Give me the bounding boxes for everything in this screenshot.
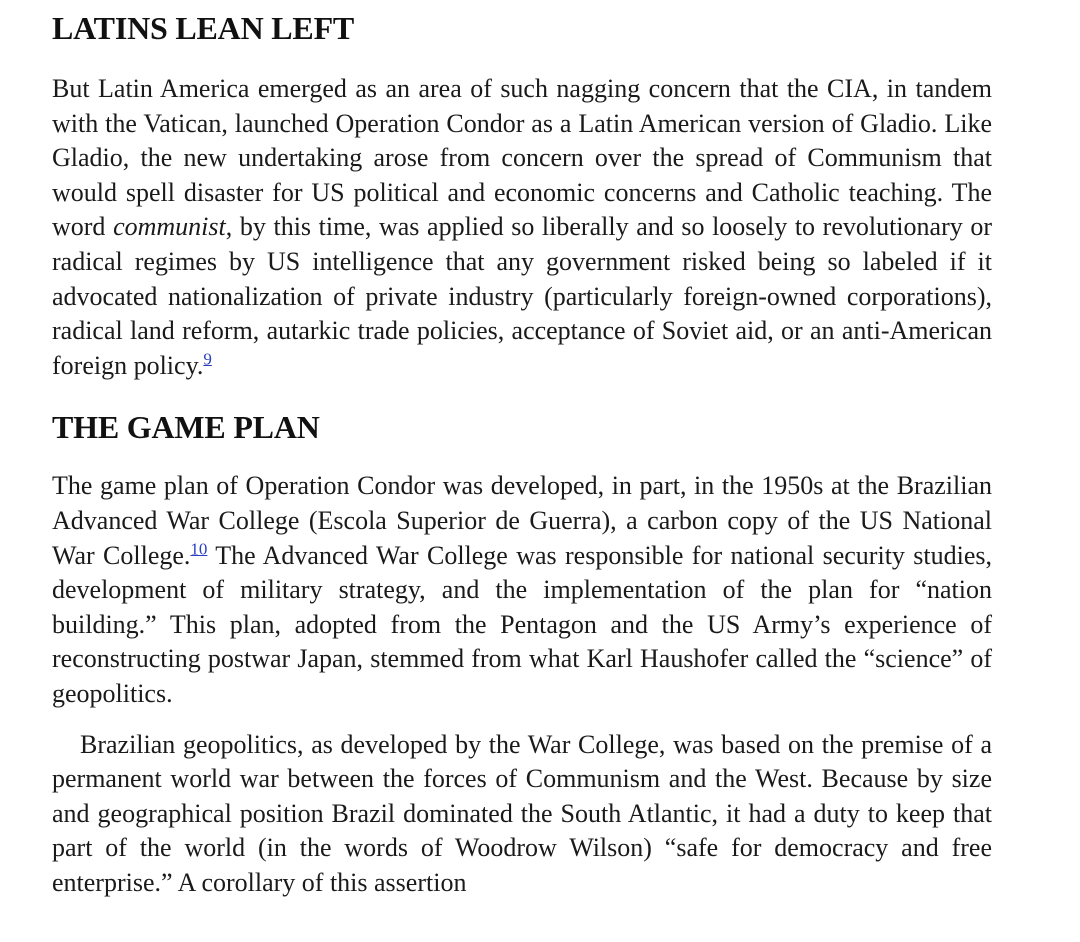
paragraph-brazilian-geopolitics: Brazilian geopolitics, as developed by the War College, was based on the premise of a permanent world war between the forces of Communism and the West. Because by size and geographical position Brazil dominated the South Atlantic, it had a duty to keep that part of the world (in the words of Woodrow Wilson) “safe for democracy and free enterprise.” A corollary of this assertion [52,729,992,897]
footnote-link-10[interactable]: 10 [190,538,208,558]
section-heading-latins-lean-left: LATINS LEAN LEFT [52,10,355,46]
section-heading-game-plan: THE GAME PLAN [52,409,320,446]
footnote-link-9[interactable]: 9 [203,349,212,369]
paragraph-text: The Advanced War College was responsible for national security studies, development of military strategy, and the implementation of the plan for “nation building.” This plan, adopted from the Pentagon and the US Army’s experience of reconstructing postwar Japan, stemmed from what Karl Haushofer called the “science” of geopolitics. [52,540,993,708]
paragraph-text: But Latin America emerged as an area of such nagging concern that the CIA, in tandem with the Vatican, launched Operation Condor as a Latin American version of Gladio. Like Gladio, the new undertaking arose from concern over the spread of Communism that would spell disaster for US political and economic concerns and Catholic teaching. The word [52,74,992,242]
paragraph-game-plan [52,469,992,711]
emphasis-communist: communist [113,212,226,242]
paragraph-latin-america [52,72,992,383]
document-page [52,0,992,900]
paragraph-text: , by this time, was applied so liberally and so loosely to revolutionary or radical regimes by US intelligence that any government risked being so labeled if it advocated nationalization of private industry (particularly foreign-owned corporations), radical land reform, autarkic trade policies, acceptance of Soviet aid, or an anti-American foreign policy. [52,212,993,380]
paragraph-text: The game plan of Operation Condor was developed, in part, in the 1950s at the Brazilian Advanced War College (Escola Superior de Guerra), a carbon copy of the US National War College. [52,471,992,570]
